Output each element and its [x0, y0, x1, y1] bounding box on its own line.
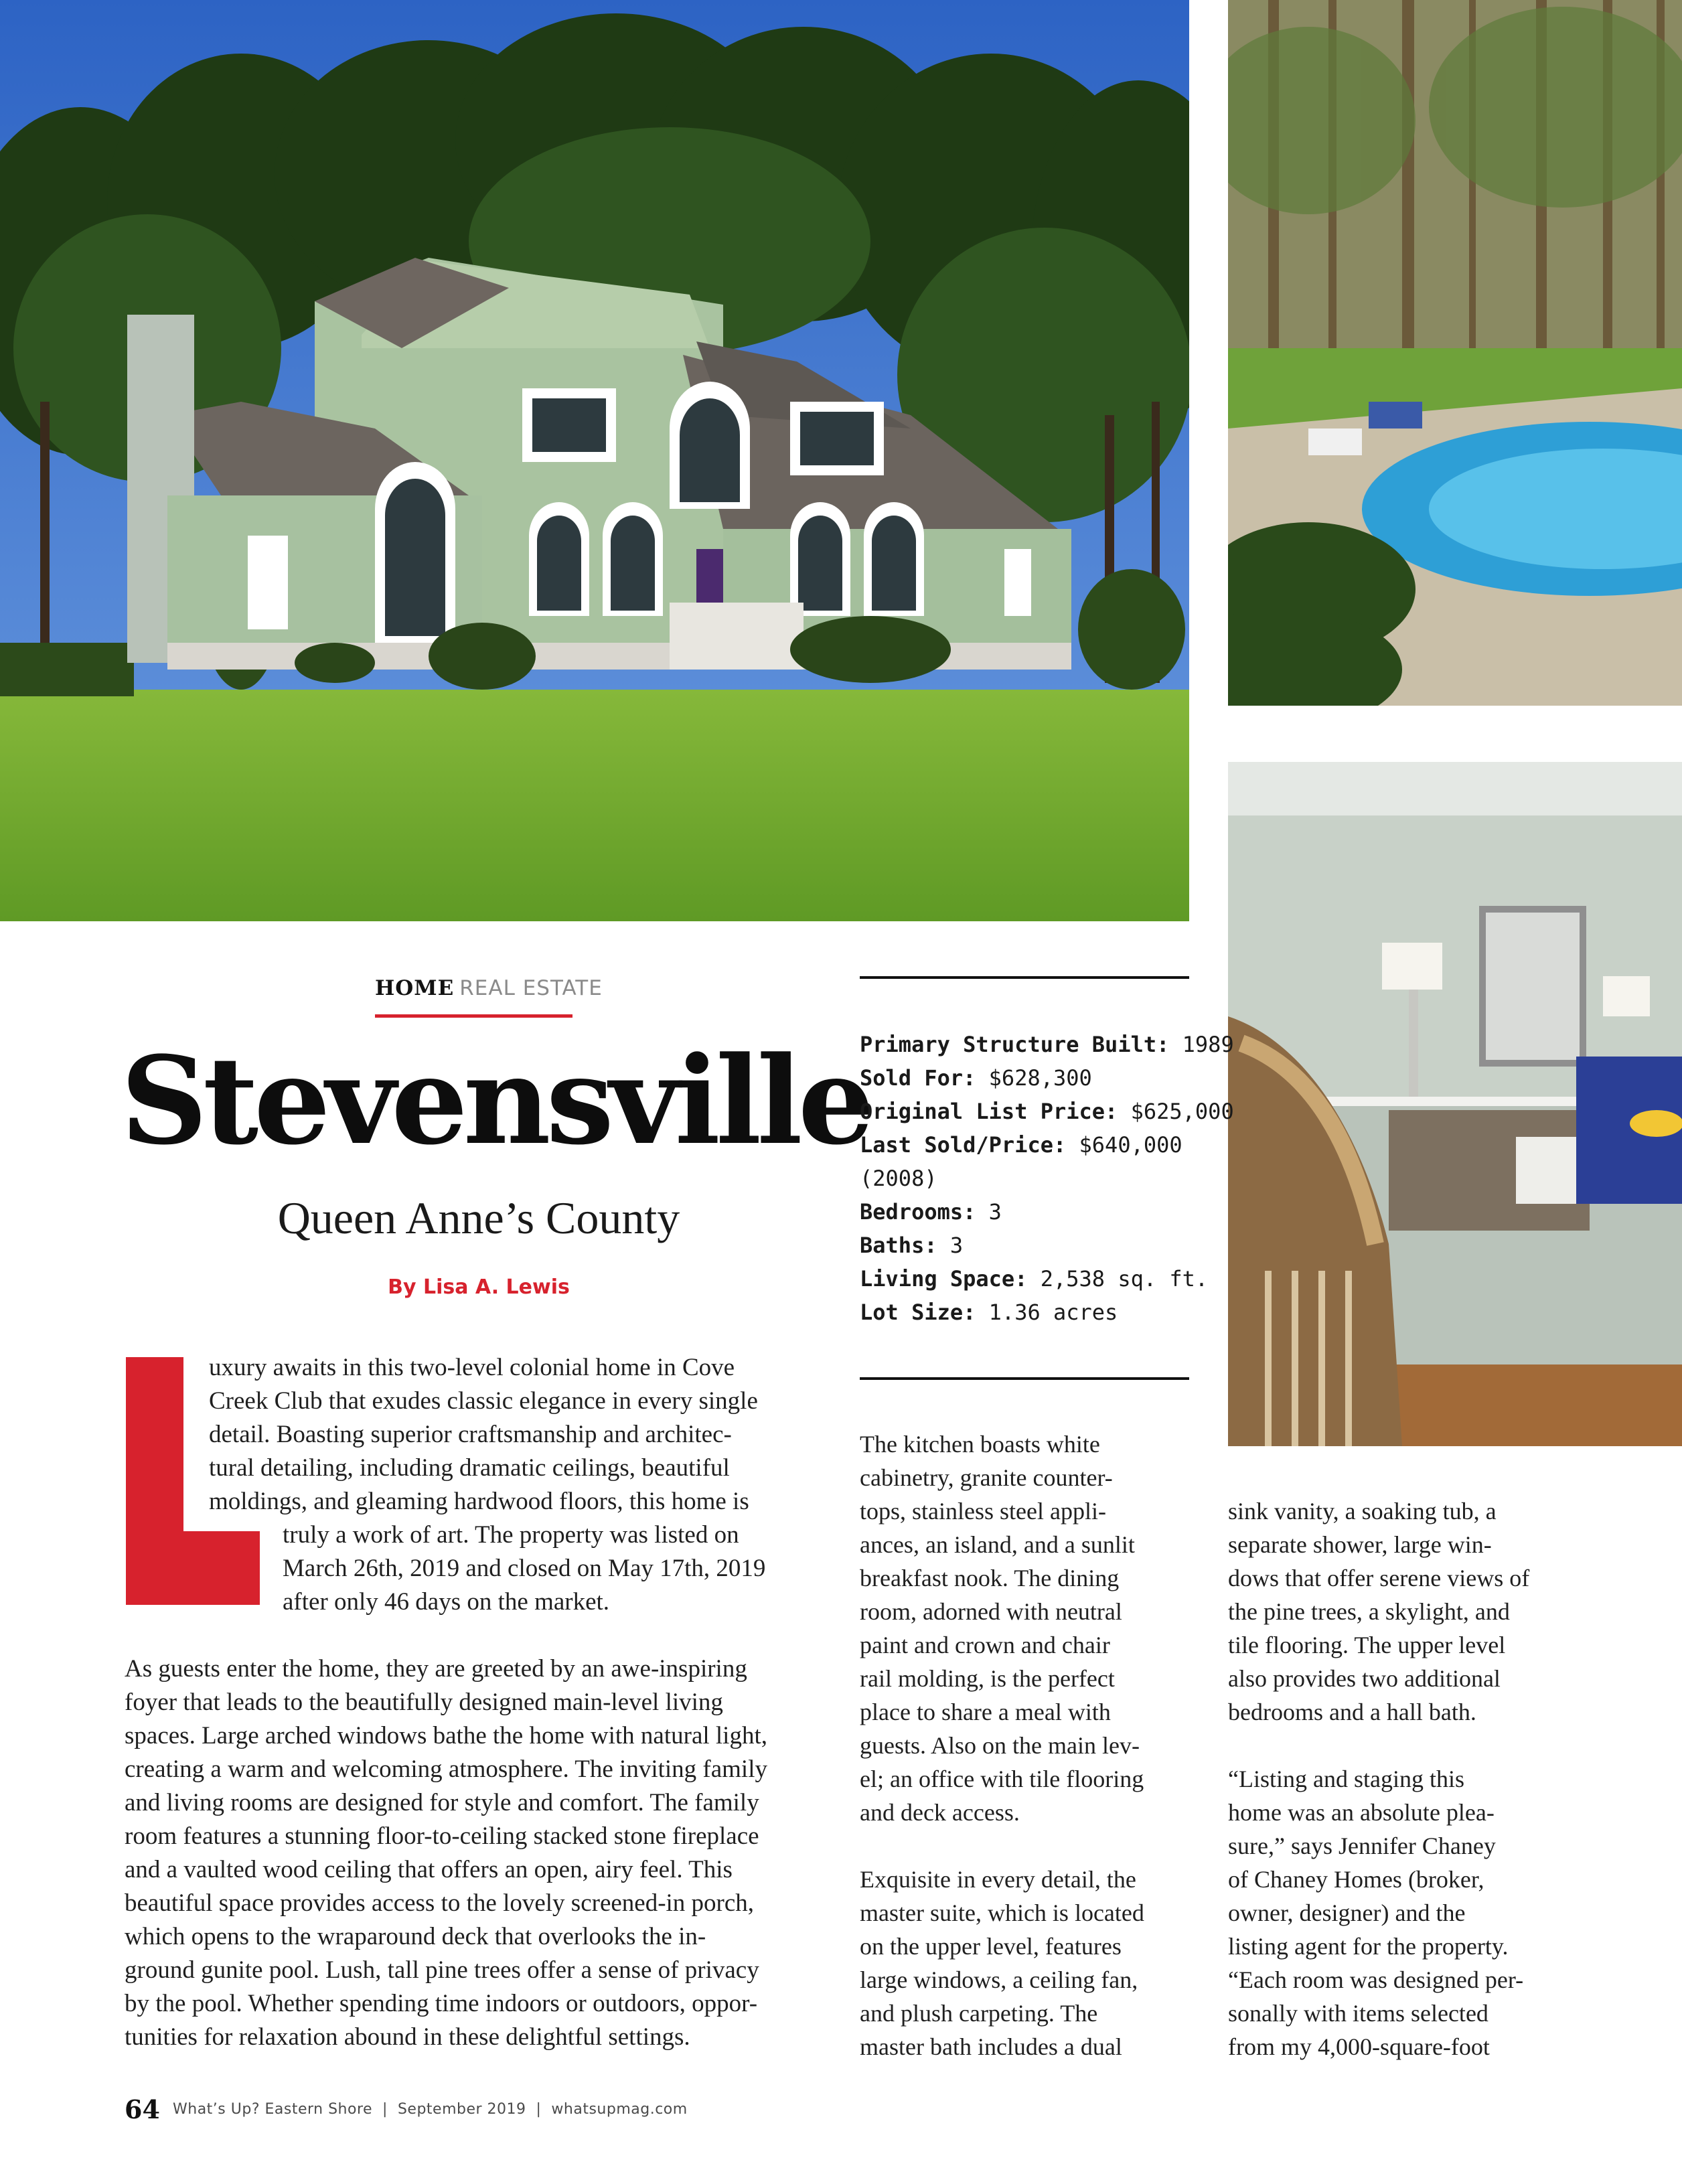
- kicker-secondary: REAL ESTATE: [459, 976, 603, 1000]
- fact-row: [860, 1296, 1189, 1329]
- column3-paragraph-1: sink vanity, a soaking tub, a separate shower, large win- dows that offer serene views of the pine trees, a skylight, and tile flooring. The upper level also provides two additional bedrooms and a hall bath.: [1228, 1498, 1530, 1725]
- byline: By Lisa A. Lewis: [388, 1275, 570, 1299]
- fact-box-top-rule: [860, 976, 1189, 979]
- fact-value: 3: [988, 1199, 1002, 1225]
- fact-value: (2008): [860, 1166, 937, 1191]
- intro-text-upper: uxury awaits in this two-level colonial home in Cove Creek Club that exudes classic elegance in every single detail. Boasting superior craftsmanship and architec- tural detailing, including dramatic ceilings, beautiful moldings, and gleaming hardwood floors, this home is: [209, 1354, 758, 1515]
- fact-label: Sold For:: [860, 1065, 976, 1091]
- fact-value: $625,000: [1130, 1099, 1234, 1124]
- intro-text-lower: truly a work of art. The property was listed on March 26th, 2019 and closed on May 17th, 2019 after only 46 days on the market.: [283, 1521, 766, 1616]
- footer-text: What’s Up? Eastern Shore | September 2019 | whatsupmag.com: [173, 2101, 688, 2118]
- fact-box: [860, 1028, 1234, 1329]
- fact-label: Last Sold/Price:: [860, 1132, 1067, 1158]
- fact-label: Primary Structure Built:: [860, 1032, 1170, 1057]
- column3-paragraph-2: “Listing and staging this home was an absolute plea- sure,” says Jennifer Chaney of Chaney Homes (broker, owner, designer) and the listing agent for the property. “Each room was designed per- sonally with items selected from my 4,000-square-foot: [1228, 1766, 1524, 2060]
- fact-value: $628,300: [988, 1065, 1092, 1091]
- dining-room-photo: [1228, 762, 1682, 1446]
- fact-label: Baths:: [860, 1233, 937, 1258]
- fact-row: [860, 1195, 1189, 1229]
- fact-label: Living Space:: [860, 1266, 1028, 1292]
- fact-row: [860, 1028, 1234, 1061]
- page-number: 64: [125, 2094, 160, 2124]
- fact-row: [860, 1061, 1189, 1095]
- fact-value: 1.36 acres: [988, 1300, 1118, 1325]
- house-exterior-photo: [0, 0, 1189, 921]
- section-kicker: [375, 976, 603, 1000]
- fact-value: 1989: [1182, 1032, 1234, 1057]
- column2-paragraph-2: Exquisite in every detail, the master suite, which is located on the upper level, features large windows, a ceiling fan, and plush carpeting. The master bath includes a dual: [860, 1866, 1144, 2060]
- fact-label: Original List Price:: [860, 1099, 1118, 1124]
- fact-label: Bedrooms:: [860, 1199, 976, 1225]
- kicker-underline: [375, 1014, 572, 1018]
- fact-label: Lot Size:: [860, 1300, 976, 1325]
- fact-value: 3: [949, 1233, 964, 1258]
- fact-box-bottom-rule: [860, 1377, 1189, 1380]
- kicker-primary: HOME: [375, 976, 455, 1000]
- column2-paragraph-1: The kitchen boasts white cabinetry, granite counter- tops, stainless steel appli- ances, an island, and a sunlit breakfast nook. The dining room, adorned with neutral paint and crown and chair rail molding, is the perfect place to share a meal with guests. Also on the main lev- el; an office with tile flooring and deck access.: [860, 1431, 1144, 1826]
- headline: Stevensville: [121, 1030, 870, 1172]
- fact-row: [860, 1128, 1189, 1162]
- pool-photo: [1228, 0, 1682, 706]
- fact-value: 2,538 sq. ft.: [1040, 1266, 1209, 1292]
- fact-value: $640,000: [1079, 1132, 1182, 1158]
- fact-row: [860, 1095, 1234, 1128]
- subhead: Queen Anne’s County: [277, 1192, 680, 1243]
- fact-row: [860, 1262, 1209, 1296]
- fact-row: [860, 1229, 1189, 1262]
- body-paragraph-2: As guests enter the home, they are greeted by an awe-inspiring foyer that leads to the beautifully designed main-level living spaces. Large arched windows bathe the home with natural light, creating a warm and welcoming atmosphere. The inviting family and living rooms are designed for style and comfort. The family room features a stunning floor-to-ceiling stacked stone fireplace and a vaulted wood ceiling that offers an open, airy feel. This beautiful space provides access to the lovely screened-in porch, which opens to the wraparound deck that overlooks the in- ground gunite pool. Lush, tall pine trees offer a sense of privacy by the pool. Whether spending time indoors or outdoors, oppor- tunities for relaxation abound in these delightful settings.: [125, 1655, 767, 2051]
- fact-row: [860, 1162, 1189, 1195]
